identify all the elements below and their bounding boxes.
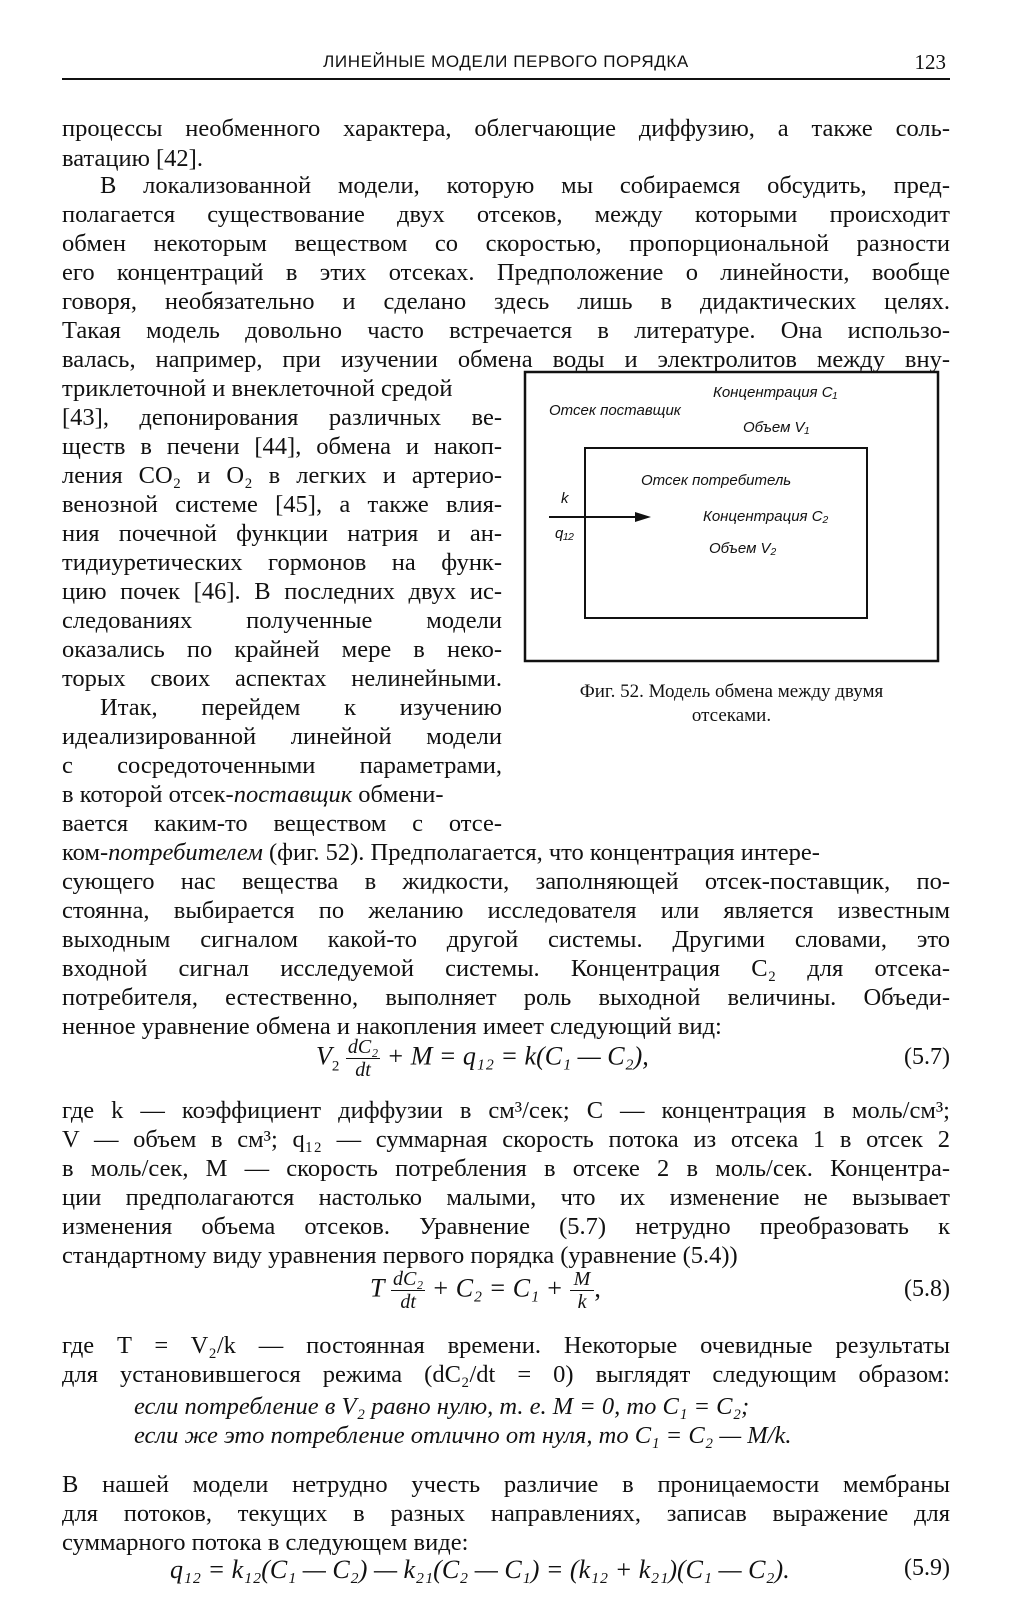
text-line	[62, 838, 820, 868]
text-line: сующего нас вещества в жидкости, заполняющей отсек-поставщик, по-	[62, 868, 950, 895]
eq-denominator: k	[577, 1291, 587, 1313]
text-line: полагается существование двух отсеков, между которыми происходит	[62, 201, 950, 228]
text-line: говоря, необязательно и сделано здесь лишь в дидактических целях.	[62, 288, 950, 315]
text-line: следованиях полученные модели	[62, 607, 502, 634]
equation-5-9: q₁₂ = k₁₂(C₁ — C₂) — k₂₁(C₂ — C₁) = (k₁₂ + k₂₁)(C₁ — C₂).	[170, 1555, 790, 1584]
text-line: валась, например, при изучении обмена воды и электролитов между вну-	[62, 346, 950, 373]
eq-numerator: dC₂	[347, 1036, 379, 1058]
text-line: торых своих аспектах нелинейными.	[62, 665, 502, 692]
text-line: с сосредоточенными параметрами,	[62, 752, 502, 779]
page-header	[62, 48, 950, 80]
concentration-c1-label: Концентрация C₁	[713, 384, 838, 401]
text-line: тидиуретических гормонов на функ-	[62, 549, 502, 576]
eq-term: + C₂ = C₁ +	[431, 1273, 564, 1303]
text-line: В нашей модели нетрудно учесть различие в проницаемости мембраны	[62, 1471, 950, 1498]
eq-denominator: dt	[355, 1059, 371, 1081]
eq-fraction	[346, 1036, 380, 1081]
italic-term: потребителем	[108, 839, 263, 866]
supplier-label: Отсек поставщик	[549, 402, 681, 419]
eq-numerator: M	[570, 1268, 595, 1291]
consumer-label: Отсек потребитель	[641, 472, 792, 489]
figure-caption	[520, 680, 943, 728]
text-line: для установившегося режима (dC₂/dt = 0) выглядят следующим образом:	[62, 1361, 950, 1388]
text-line: суммарного потока в следующем виде:	[62, 1529, 469, 1556]
caption-line: Фиг. 52. Модель обмена между двумя	[579, 681, 884, 702]
italic-term: поставщик	[233, 781, 353, 808]
eq-term: T	[370, 1273, 385, 1303]
text-line: стоянна, выбирается по желанию исследователя или является известным	[62, 897, 950, 924]
volume-v1-label: Объем V₁	[743, 419, 810, 436]
text-line: идеализированной линейной модели	[62, 723, 502, 750]
text-line: потребителя, естественно, выполняет роль выходной величины. Объеди-	[62, 984, 950, 1011]
equation-label: (5.9)	[904, 1555, 950, 1581]
text-line: вается каким-то веществом с отсе-	[62, 810, 502, 837]
text-line: стандартному виду уравнения первого порядка (уравнение (5.4))	[62, 1242, 738, 1269]
text-line: V — объем в см³; q₁₂ — суммарная скорость потока из отсека 1 в отсек 2	[62, 1126, 950, 1153]
text-line: Итак, перейдем к изучению	[100, 694, 502, 721]
text-span: (фиг. 52). Предполагается, что концентрация интере-	[262, 839, 820, 866]
eq-term: + M = q₁₂ = k(C₁ — C₂),	[386, 1041, 649, 1071]
text-span: ком-	[62, 839, 109, 866]
figure-52-diagram	[523, 369, 941, 664]
text-line: для потоков, текущих в разных направлениях, записав выражение для	[62, 1500, 950, 1527]
text-span: обмени-	[352, 781, 444, 808]
text-line: венозной системе [45], а также влия-	[62, 491, 502, 518]
eq-numerator: dC₂	[392, 1268, 424, 1290]
text-line: ватацию [42].	[62, 145, 203, 172]
text-line: изменения объема отсеков. Уравнение (5.7) нетрудно преобразовать к	[62, 1213, 950, 1240]
text-line: Такая модель довольно часто встречается в литературе. Она использо-	[62, 317, 950, 344]
equation-5-8	[370, 1268, 601, 1313]
text-line: ции предполагаются настолько малыми, что их изменение не вызывает	[62, 1184, 950, 1211]
text-line: триклеточной и внеклеточной средой	[62, 375, 453, 402]
text-line: если же это потребление отлично от нуля, то C₁ = C₂ — M/k.	[134, 1422, 792, 1449]
text-line: где k — коэффициент диффузии в см³/сек; C — концентрация в моль/см³;	[62, 1097, 950, 1124]
text-line: ществ в печени [44], обмена и накоп-	[62, 433, 502, 460]
volume-v2-label: Объем V₂	[709, 540, 777, 557]
caption-line: отсеками.	[691, 705, 772, 726]
flow-arrowhead	[635, 512, 651, 522]
text-line: оказались по крайней мере в неко-	[62, 636, 502, 663]
equation-label: (5.7)	[904, 1044, 950, 1070]
eq-fraction	[391, 1268, 425, 1313]
k-label: k	[561, 490, 569, 507]
eq-fraction	[570, 1268, 595, 1313]
text-span: в которой отсек-	[62, 781, 234, 808]
q12-label: q₁₂	[555, 525, 574, 542]
text-line	[62, 780, 444, 810]
text-line: ненное уравнение обмена и накопления имеет следующий вид:	[62, 1013, 722, 1040]
text-line: выходным сигналом какой-то другой системы. Другими словами, это	[62, 926, 950, 953]
text-line: его концентраций в этих отсеках. Предположение о линейности, вообще	[62, 259, 950, 286]
concentration-c2-label: Концентрация C₂	[703, 508, 829, 525]
text-line: входной сигнал исследуемой системы. Концентрация C₂ для отсека-	[62, 955, 950, 982]
text-line: если потребление в V₂ равно нулю, т. е. M = 0, то C₁ = C₂;	[134, 1393, 750, 1420]
text-line: ления CO₂ и O₂ в легких и артерио-	[62, 462, 502, 489]
eq-term: V	[316, 1041, 332, 1071]
page-number: 123	[914, 50, 946, 74]
equation-5-7	[316, 1036, 649, 1081]
text-line: в моль/сек, M — скорость потребления в отсеке 2 в моль/сек. Концентра-	[62, 1155, 950, 1182]
running-title: ЛИНЕЙНЫЕ МОДЕЛИ ПЕРВОГО ПОРЯДКА	[323, 52, 689, 71]
eq-sub: 2	[331, 1058, 340, 1075]
text-line: цию почек [46]. В последних двух ис-	[62, 578, 502, 605]
text-line: обмен некоторым веществом со скоростью, пропорциональной разности	[62, 230, 950, 257]
eq-term: ,	[594, 1273, 601, 1303]
equation-label: (5.8)	[904, 1276, 950, 1302]
eq-denominator: dt	[400, 1291, 416, 1313]
text-line: ния почечной функции натрия и ан-	[62, 520, 502, 547]
text-line: В локализованной модели, которую мы собираемся обсудить, пред-	[100, 172, 950, 199]
text-line: где T = V₂/k — постоянная времени. Некоторые очевидные результаты	[62, 1332, 950, 1359]
text-line: [43], депонирования различных ве-	[62, 404, 502, 431]
text-line: процессы необменного характера, облегчающие диффузию, а также соль-	[62, 115, 950, 142]
